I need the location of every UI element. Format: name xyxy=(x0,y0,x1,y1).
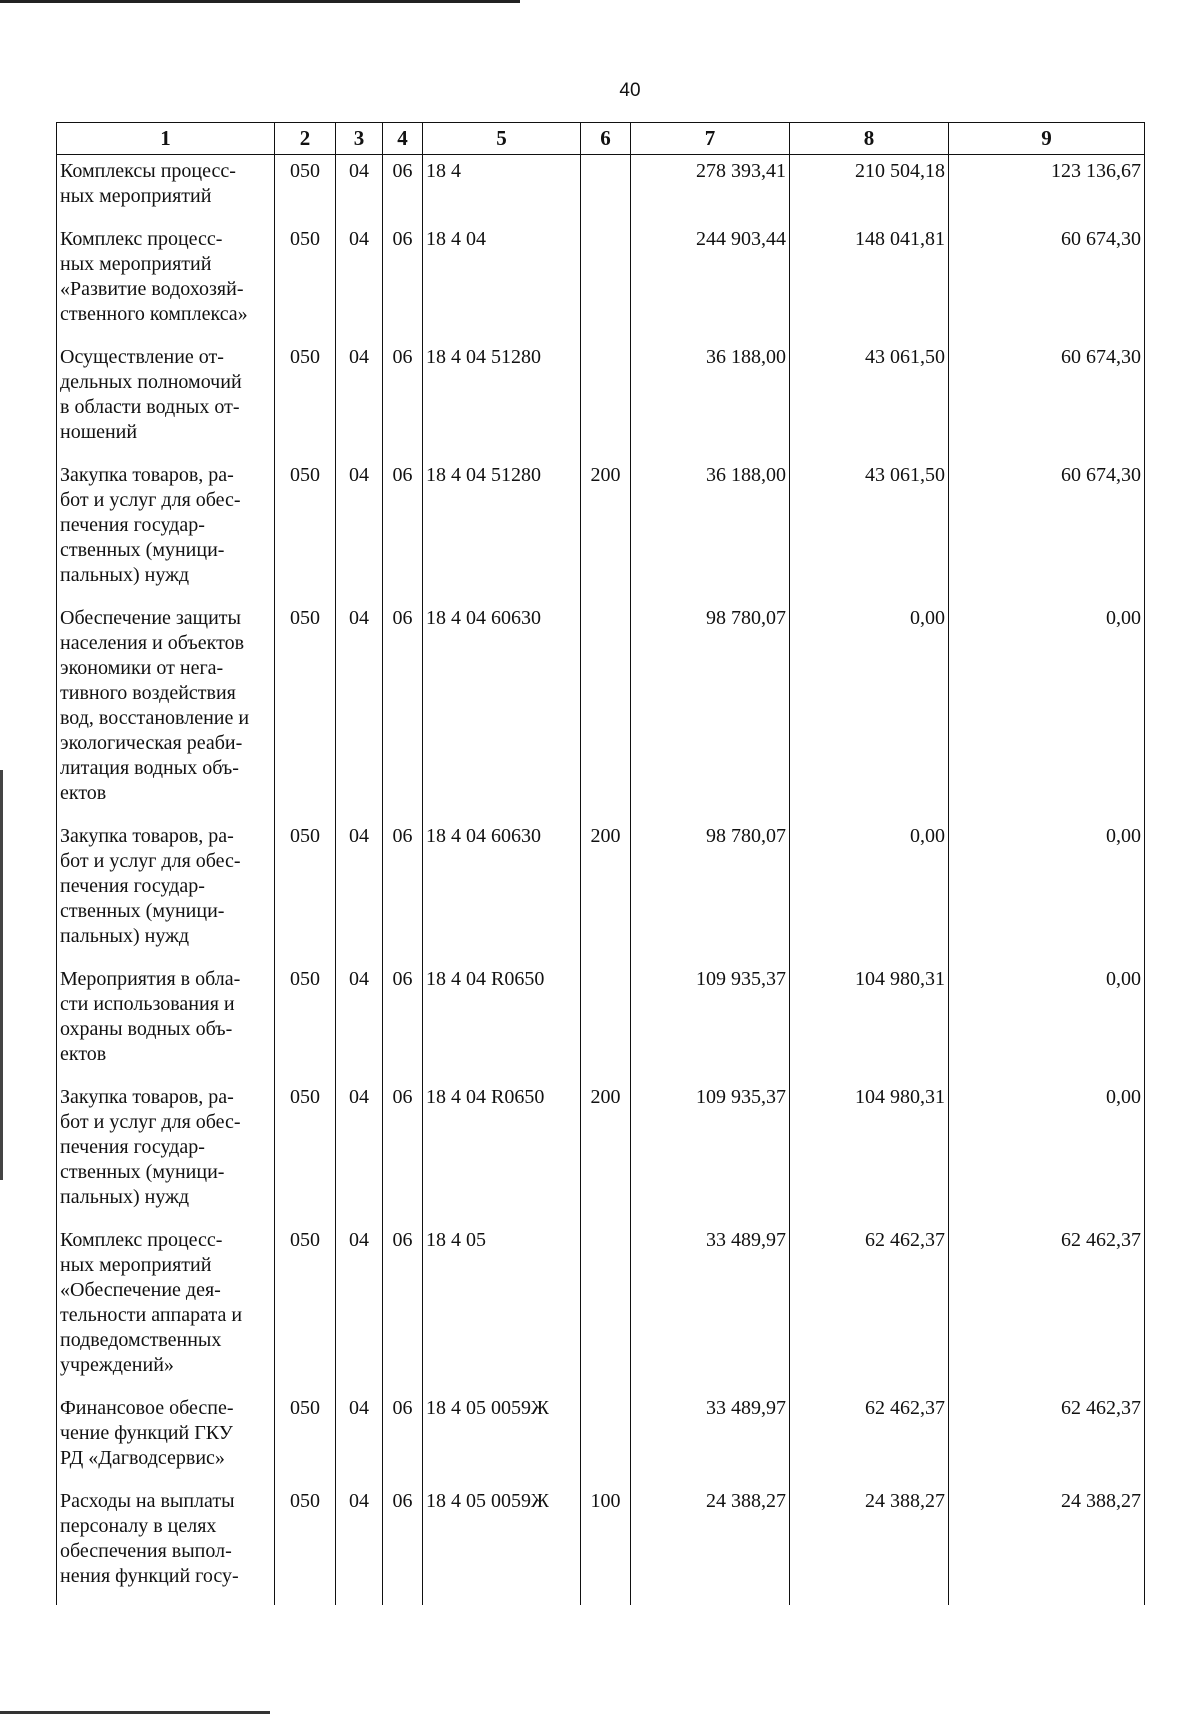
target-item-code: 18 4 04 xyxy=(423,223,581,341)
table-header-row xyxy=(57,123,1145,155)
row-title: Закупка товаров, ра- бот и услуг для обес- печения государ- ственных (муници- пальных) нужд xyxy=(57,1081,275,1224)
amount-col-9: 0,00 xyxy=(949,602,1145,820)
section-code: 04 xyxy=(336,341,383,459)
amount-col-9: 60 674,30 xyxy=(949,223,1145,341)
amount-col-9: 123 136,67 xyxy=(949,155,1145,224)
ministry-code: 050 xyxy=(275,963,336,1081)
subsection-code: 06 xyxy=(383,341,423,459)
page-number: 40 xyxy=(619,80,641,101)
amount-col-9: 60 674,30 xyxy=(949,341,1145,459)
expense-type-code xyxy=(581,341,631,459)
amount-col-7: 109 935,37 xyxy=(631,963,790,1081)
amount-col-8: 148 041,81 xyxy=(790,223,949,341)
amount-col-7: 278 393,41 xyxy=(631,155,790,224)
amount-col-8: 210 504,18 xyxy=(790,155,949,224)
ministry-code: 050 xyxy=(275,155,336,224)
table-row xyxy=(57,963,1145,1081)
column-header: 3 xyxy=(336,123,383,155)
section-code: 04 xyxy=(336,459,383,602)
subsection-code: 06 xyxy=(383,223,423,341)
target-item-code: 18 4 04 60630 xyxy=(423,602,581,820)
amount-col-8: 0,00 xyxy=(790,820,949,963)
amount-col-9: 60 674,30 xyxy=(949,459,1145,602)
target-item-code: 18 4 05 0059Ж xyxy=(423,1485,581,1605)
subsection-code: 06 xyxy=(383,1081,423,1224)
expense-type-code xyxy=(581,963,631,1081)
amount-col-8: 24 388,27 xyxy=(790,1485,949,1605)
column-header: 7 xyxy=(631,123,790,155)
section-code: 04 xyxy=(336,963,383,1081)
row-title: Комплексы процесс- ных мероприятий xyxy=(57,155,275,224)
amount-col-7: 98 780,07 xyxy=(631,820,790,963)
row-title: Комплекс процесс- ных мероприятий «Развитие водохозяй- ственного комплекса» xyxy=(57,223,275,341)
target-item-code: 18 4 04 R0650 xyxy=(423,963,581,1081)
amount-col-7: 109 935,37 xyxy=(631,1081,790,1224)
expense-type-code xyxy=(581,1392,631,1485)
amount-col-8: 104 980,31 xyxy=(790,1081,949,1224)
amount-col-7: 33 489,97 xyxy=(631,1224,790,1392)
column-header: 5 xyxy=(423,123,581,155)
subsection-code: 06 xyxy=(383,155,423,224)
target-item-code: 18 4 04 R0650 xyxy=(423,1081,581,1224)
row-title: Обеспечение защиты населения и объектов экономики от нега- тивного воздействия вод, восстановление и экологическая реаби- литация водных объ- ектов xyxy=(57,602,275,820)
expense-type-code xyxy=(581,1224,631,1392)
amount-col-8: 0,00 xyxy=(790,602,949,820)
target-item-code: 18 4 04 60630 xyxy=(423,820,581,963)
table-row xyxy=(57,1081,1145,1224)
amount-col-7: 244 903,44 xyxy=(631,223,790,341)
section-code: 04 xyxy=(336,820,383,963)
amount-col-7: 36 188,00 xyxy=(631,341,790,459)
table-row xyxy=(57,459,1145,602)
amount-col-7: 24 388,27 xyxy=(631,1485,790,1605)
expense-type-code: 100 xyxy=(581,1485,631,1605)
budget-table xyxy=(56,122,1145,1605)
column-header: 4 xyxy=(383,123,423,155)
amount-col-9: 0,00 xyxy=(949,1081,1145,1224)
table-row xyxy=(57,1485,1145,1605)
expense-type-code xyxy=(581,155,631,224)
section-code: 04 xyxy=(336,223,383,341)
ministry-code: 050 xyxy=(275,1485,336,1605)
ministry-code: 050 xyxy=(275,1081,336,1224)
row-title: Закупка товаров, ра- бот и услуг для обес- печения государ- ственных (муници- пальных) нужд xyxy=(57,820,275,963)
amount-col-8: 43 061,50 xyxy=(790,341,949,459)
table-row xyxy=(57,820,1145,963)
amount-col-9: 0,00 xyxy=(949,963,1145,1081)
table-row xyxy=(57,1392,1145,1485)
column-header: 9 xyxy=(949,123,1145,155)
amount-col-7: 36 188,00 xyxy=(631,459,790,602)
subsection-code: 06 xyxy=(383,602,423,820)
ministry-code: 050 xyxy=(275,1224,336,1392)
table-body xyxy=(57,155,1145,1606)
subsection-code: 06 xyxy=(383,1392,423,1485)
amount-col-7: 98 780,07 xyxy=(631,602,790,820)
column-header: 2 xyxy=(275,123,336,155)
subsection-code: 06 xyxy=(383,1485,423,1605)
section-code: 04 xyxy=(336,155,383,224)
amount-col-8: 62 462,37 xyxy=(790,1392,949,1485)
row-title: Финансовое обеспе- чение функций ГКУ РД «Дагводсервис» xyxy=(57,1392,275,1485)
target-item-code: 18 4 05 xyxy=(423,1224,581,1392)
subsection-code: 06 xyxy=(383,820,423,963)
section-code: 04 xyxy=(336,602,383,820)
subsection-code: 06 xyxy=(383,963,423,1081)
expense-type-code: 200 xyxy=(581,820,631,963)
section-code: 04 xyxy=(336,1224,383,1392)
section-code: 04 xyxy=(336,1485,383,1605)
row-title: Осуществление от- дельных полномочий в области водных от- ношений xyxy=(57,341,275,459)
section-code: 04 xyxy=(336,1392,383,1485)
ministry-code: 050 xyxy=(275,223,336,341)
expense-type-code: 200 xyxy=(581,1081,631,1224)
scan-edge-left xyxy=(0,770,3,1180)
ministry-code: 050 xyxy=(275,341,336,459)
row-title: Закупка товаров, ра- бот и услуг для обес- печения государ- ственных (муници- пальных) нужд xyxy=(57,459,275,602)
section-code: 04 xyxy=(336,1081,383,1224)
amount-col-9: 62 462,37 xyxy=(949,1224,1145,1392)
table-row xyxy=(57,223,1145,341)
column-header: 8 xyxy=(790,123,949,155)
scan-edge-top xyxy=(0,0,520,3)
subsection-code: 06 xyxy=(383,459,423,602)
subsection-code: 06 xyxy=(383,1224,423,1392)
expense-type-code: 200 xyxy=(581,459,631,602)
row-title: Расходы на выплаты персоналу в целях обеспечения выпол- нения функций госу- xyxy=(57,1485,275,1605)
column-header: 6 xyxy=(581,123,631,155)
target-item-code: 18 4 04 51280 xyxy=(423,459,581,602)
expense-type-code xyxy=(581,223,631,341)
ministry-code: 050 xyxy=(275,459,336,602)
ministry-code: 050 xyxy=(275,602,336,820)
amount-col-9: 0,00 xyxy=(949,820,1145,963)
table-row xyxy=(57,155,1145,224)
table-row xyxy=(57,341,1145,459)
amount-col-7: 33 489,97 xyxy=(631,1392,790,1485)
target-item-code: 18 4 04 51280 xyxy=(423,341,581,459)
amount-col-9: 62 462,37 xyxy=(949,1392,1145,1485)
amount-col-8: 43 061,50 xyxy=(790,459,949,602)
target-item-code: 18 4 05 0059Ж xyxy=(423,1392,581,1485)
ministry-code: 050 xyxy=(275,820,336,963)
row-title: Мероприятия в обла- сти использования и охраны водных объ- ектов xyxy=(57,963,275,1081)
ministry-code: 050 xyxy=(275,1392,336,1485)
target-item-code: 18 4 xyxy=(423,155,581,224)
table-row xyxy=(57,1224,1145,1392)
amount-col-8: 104 980,31 xyxy=(790,963,949,1081)
scan-edge-bottom xyxy=(0,1711,270,1714)
amount-col-9: 24 388,27 xyxy=(949,1485,1145,1605)
expense-type-code xyxy=(581,602,631,820)
table-row xyxy=(57,602,1145,820)
row-title: Комплекс процесс- ных мероприятий «Обеспечение дея- тельности аппарата и подведомственных учреждений» xyxy=(57,1224,275,1392)
column-header: 1 xyxy=(57,123,275,155)
amount-col-8: 62 462,37 xyxy=(790,1224,949,1392)
